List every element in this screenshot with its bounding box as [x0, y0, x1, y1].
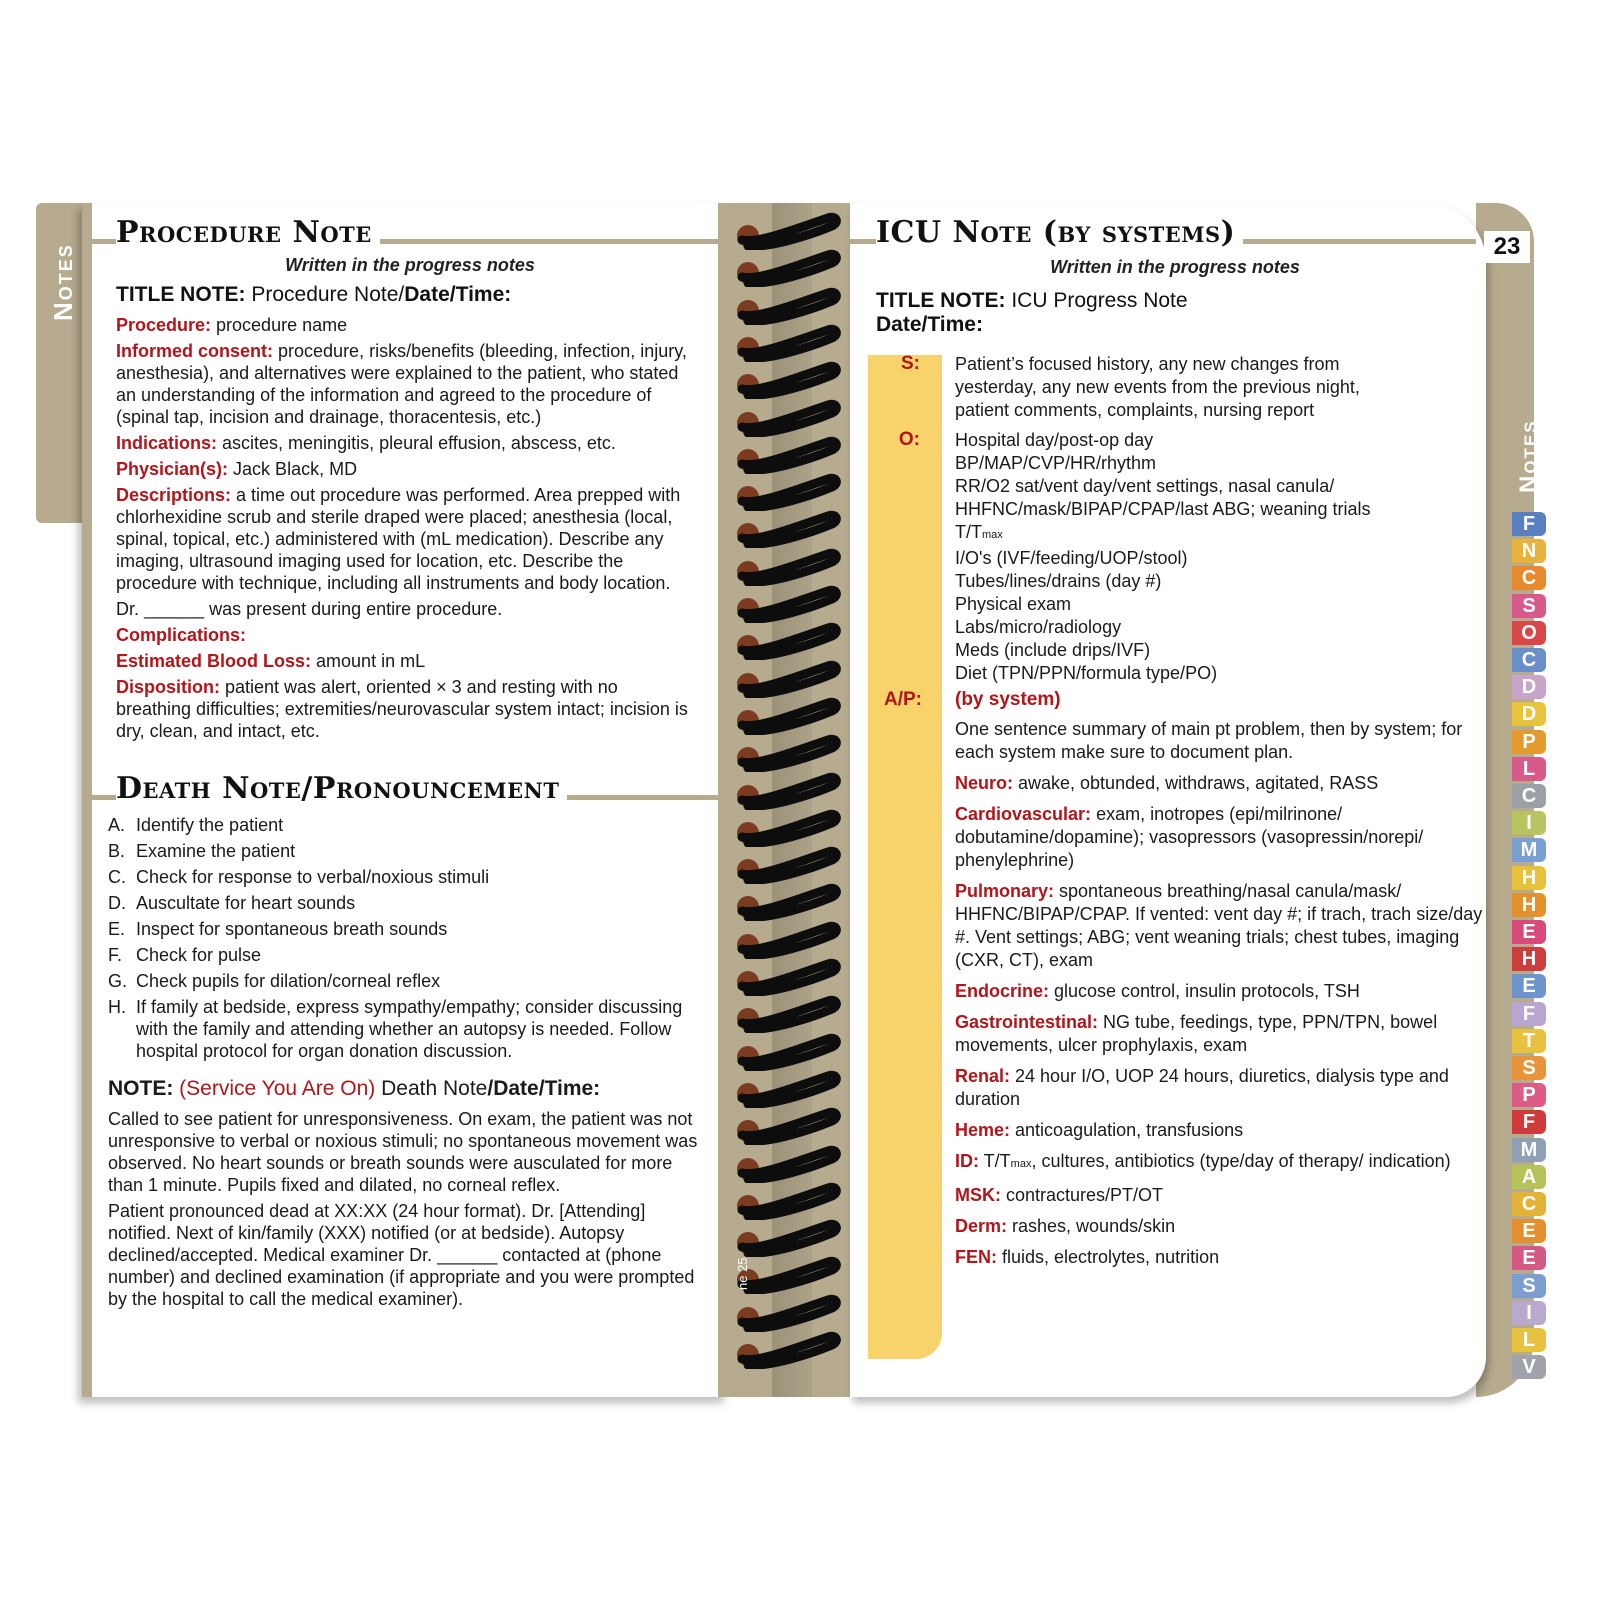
index-tab[interactable]: C [1512, 566, 1546, 590]
step-text: Inspect for spontaneous breath sounds [136, 919, 448, 939]
procedure-entry [116, 432, 696, 454]
procedure-entry [116, 340, 696, 428]
s-label: S: [901, 353, 920, 374]
entry-text: Jack Black, MD [228, 459, 358, 479]
binding-coil [728, 881, 848, 921]
index-tab[interactable]: E [1512, 1246, 1546, 1270]
step-text: Examine the patient [136, 841, 296, 861]
system-entry [955, 772, 1485, 795]
procedure-title-note [116, 283, 511, 307]
death-step [108, 866, 698, 888]
binding-coil [728, 1105, 848, 1145]
step-text: Identify the patient [136, 815, 284, 835]
step-text: Check pupils for dilation/corneal reflex [136, 971, 441, 991]
system-label: Renal: [955, 1066, 1011, 1086]
binding-coil [728, 546, 848, 586]
soap-highlight-band [868, 355, 942, 1359]
step-letter: C. [108, 867, 126, 887]
step-text: If family at bedside, express sympathy/empathy; consider discussing with the family and attending whether an autopsy is needed. Follow hospital protocol for organ donation discussion. [136, 997, 683, 1061]
index-tab-strip [1512, 400, 1548, 1390]
icu-title-note-label: TITLE NOTE: [876, 289, 1006, 312]
step-text: Check for pulse [136, 945, 262, 965]
system-label: Endocrine: [955, 981, 1050, 1001]
page-number: 23 [1484, 231, 1530, 263]
system-label: Gastrointestinal: [955, 1012, 1099, 1032]
binding-coil [728, 1031, 848, 1071]
objective-line: Tubes/lines/drains (day #) [955, 571, 1162, 591]
subscript: max [982, 529, 1003, 541]
index-tab[interactable]: E [1512, 1219, 1546, 1243]
system-label: FEN: [955, 1247, 997, 1267]
system-entry [955, 1184, 1485, 1207]
binding-coil [728, 695, 848, 735]
step-letter: H. [108, 997, 126, 1017]
procedure-entry [116, 650, 696, 672]
index-tab[interactable]: H [1512, 947, 1546, 971]
objective-line: Physical exam [955, 594, 1072, 614]
objective-line: I/O's (IVF/feeding/UOP/stool) [955, 548, 1188, 568]
death-note-date: /Date/Time: [487, 1077, 601, 1100]
system-entry [955, 1246, 1485, 1269]
binding-coil [728, 1068, 848, 1108]
binding-coil [728, 210, 848, 250]
index-tab[interactable]: C [1512, 784, 1546, 808]
index-tab[interactable]: E [1512, 920, 1546, 944]
system-label: Derm: [955, 1216, 1008, 1236]
binding-coil [728, 807, 848, 847]
objective-line: Hospital day/post-op day [955, 430, 1154, 450]
death-note-service: (Service You Are On) [173, 1077, 376, 1100]
binding-coil [728, 658, 848, 698]
system-entry [955, 803, 1485, 872]
system-label: Heme: [955, 1120, 1011, 1140]
system-label: ID: [955, 1151, 979, 1171]
binding-coil [728, 770, 848, 810]
system-text: exam, inotropes (epi/milrinone/ dobutamine/dopamine); vasopressors (vasopressin/norepi/ phenylephrine) [955, 804, 1424, 870]
entry-label: Informed consent: [116, 341, 274, 361]
procedure-entry [116, 676, 696, 742]
index-tab[interactable]: E [1512, 974, 1546, 998]
index-tab[interactable]: N [1512, 539, 1546, 563]
system-text: contractures/PT/OT [1001, 1185, 1164, 1205]
objective-line: Meds (include drips/IVF) [955, 640, 1151, 660]
death-step [108, 840, 698, 862]
index-tab[interactable]: C [1512, 648, 1546, 672]
system-text: awake, obtunded, withdraws, agitated, RASS [1013, 773, 1379, 793]
title-note-date: Date/Time: [404, 283, 512, 306]
system-text-rest: , cultures, antibiotics (type/day of therapy/ indication) [1031, 1151, 1451, 1171]
title-note-value: Procedure Note/ [245, 283, 405, 306]
objective-line: T/Tmax [955, 522, 1003, 542]
step-letter: G. [108, 971, 128, 991]
procedure-entry [116, 314, 696, 336]
system-text: rashes, wounds/skin [1007, 1216, 1176, 1236]
binding-coil [728, 620, 848, 660]
index-tab[interactable]: S [1512, 1056, 1546, 1080]
icu-title-note-date: Date/Time: [876, 313, 983, 336]
system-label: Pulmonary: [955, 881, 1055, 901]
index-tab[interactable]: D [1512, 702, 1546, 726]
entry-text: procedure, risks/benefits (bleeding, infection, injury, anesthesia), and alternatives were explained to the patient, who stated an understanding of the information and agreed to the procedure of (spinal tap, incision and drainage, thoracentesis, etc.) [116, 341, 687, 427]
step-letter: F. [108, 945, 123, 965]
procedure-entry [116, 458, 696, 480]
system-text: fluids, electrolytes, nutrition [997, 1247, 1220, 1267]
binding-coil [728, 956, 848, 996]
death-note-title: Death Note/Pronouncement [116, 771, 567, 806]
objective-line: HHFNC/mask/BIPAP/CPAP/last ABG; weaning trials [955, 499, 1371, 519]
step-letter: A. [108, 815, 126, 835]
binding-coil [728, 732, 848, 772]
entry-label: Estimated Blood Loss: [116, 651, 312, 671]
binding-coil [728, 583, 848, 623]
binding-coil [728, 359, 848, 399]
procedure-entry [116, 624, 696, 646]
step-text: Check for response to verbal/noxious stimuli [136, 867, 490, 887]
objective-line: Diet (TPN/PPN/formula type/PO) [955, 663, 1218, 683]
index-tab[interactable]: S [1512, 1274, 1546, 1298]
objective-text [955, 429, 1475, 685]
death-note-title-line [108, 1077, 600, 1101]
index-tab[interactable]: S [1512, 594, 1546, 618]
system-entry [955, 1150, 1485, 1176]
death-note-label: NOTE: [108, 1077, 174, 1100]
system-text: T/T [979, 1151, 1011, 1171]
binding-coil [728, 993, 848, 1033]
binding-coil [728, 285, 848, 325]
procedure-subtitle: Written in the progress notes [285, 255, 535, 275]
index-tab[interactable]: D [1512, 675, 1546, 699]
system-label: Neuro: [955, 773, 1013, 793]
index-tab[interactable]: P [1512, 730, 1546, 754]
ap-by-system: (by system) [955, 689, 1061, 710]
objective-line: BP/MAP/CVP/HR/rhythm [955, 453, 1157, 473]
index-tab[interactable]: T [1512, 1029, 1546, 1053]
entry-text: Dr. ______ was present during entire procedure. [116, 599, 503, 619]
assessment-plan [955, 718, 1485, 1277]
entry-text: procedure name [211, 315, 348, 335]
system-text: anticoagulation, transfusions [1010, 1120, 1244, 1140]
step-letter: E. [108, 919, 126, 939]
binding-coil [728, 1217, 848, 1257]
spine-page-text: ne 25 [735, 1257, 750, 1290]
binding-coil [728, 1180, 848, 1220]
icu-title-note-value: ICU Progress Note [1005, 289, 1188, 312]
system-text: 24 hour I/O, UOP 24 hours, diuretics, dialysis type and duration [955, 1066, 1449, 1109]
ap-intro: One sentence summary of main pt problem, then by system; for each system make sure to document plan. [955, 719, 1463, 762]
death-step [108, 970, 698, 992]
index-tab[interactable]: F [1512, 1002, 1546, 1026]
system-label: MSK: [955, 1185, 1001, 1205]
notes-index-tab[interactable]: Notes [1515, 419, 1542, 493]
icu-title-note [876, 289, 1188, 337]
index-tab[interactable]: O [1512, 621, 1546, 645]
entry-label: Physician(s): [116, 459, 229, 479]
system-text: glucose control, insulin protocols, TSH [1049, 981, 1360, 1001]
entry-label: Indications: [116, 433, 218, 453]
index-tab[interactable]: L [1512, 757, 1546, 781]
index-tab[interactable]: P [1512, 1083, 1546, 1107]
binding-coil [728, 434, 848, 474]
procedure-entries [116, 314, 696, 746]
entry-text: amount in mL [311, 651, 426, 671]
procedure-note-title: Procedure Note [116, 215, 380, 250]
subjective-text [955, 353, 1475, 422]
step-text: Auscultate for heart sounds [136, 893, 356, 913]
title-note-label: TITLE NOTE: [116, 283, 246, 306]
binding-coil [728, 508, 848, 548]
system-entry [955, 1065, 1485, 1111]
system-text: spontaneous breathing/nasal canula/mask/ HHFNC/BIPAP/CPAP. If vented: vent day #; if trach, trach size/day #. Vent settings; ABG; vent weaning trials; chest tubes, imaging (CXR, CT), exam [955, 881, 1483, 970]
binding-coil [728, 919, 848, 959]
system-entry [955, 1215, 1485, 1238]
binding-coil [728, 1292, 848, 1332]
binding-coil [728, 1143, 848, 1183]
binding-coil [728, 322, 848, 362]
notes-side-tab-label: Notes [48, 243, 78, 321]
system-entry [955, 980, 1485, 1003]
death-step [108, 892, 698, 914]
entry-label: Disposition: [116, 677, 220, 697]
index-tab[interactable]: V [1512, 1355, 1546, 1379]
index-tab[interactable]: I [1512, 811, 1546, 835]
entry-text: a time out procedure was performed. Area prepped with chlorhexidine scrub and sterile draped were placed; anesthesia (local, spinal, topical, etc.) administered with (mL medication). Describe any imaging, ultrasound imaging used for location, etc. Describe the procedure with technique, including all instruments and body location. [116, 485, 681, 593]
o-label: O: [898, 429, 920, 450]
objective-line: RR/O2 sat/vent day/vent settings, nasal canula/ [955, 476, 1335, 496]
index-tab[interactable]: F [1512, 1110, 1546, 1134]
entry-text: patient was alert, oriented × 3 and resting with no breathing difficulties; extremities/neurovascular system intact; incision is dry, clean, and intact, etc. [116, 677, 688, 741]
death-step [108, 944, 698, 966]
system-entry [955, 1011, 1485, 1057]
death-step [108, 996, 698, 1062]
index-tab[interactable]: I [1512, 1301, 1546, 1325]
procedure-entry [116, 598, 696, 620]
procedure-entry [116, 484, 696, 594]
index-tab[interactable]: C [1512, 1192, 1546, 1216]
subjective-line: yesterday, any new events from the previous night, [955, 377, 1360, 397]
entry-label: Descriptions: [116, 485, 232, 505]
index-tab[interactable]: H [1512, 866, 1546, 890]
binding-coil [728, 397, 848, 437]
subscript: max [1010, 1158, 1032, 1170]
death-step [108, 918, 698, 940]
system-label: Cardiovascular: [955, 804, 1092, 824]
entry-label: Complications: [116, 625, 247, 645]
icu-subtitle: Written in the progress notes [1050, 257, 1300, 277]
binding-coil [728, 471, 848, 511]
binding-coil [728, 247, 848, 287]
index-tab[interactable]: M [1512, 838, 1546, 862]
objective-line: Labs/micro/radiology [955, 617, 1122, 637]
step-letter: D. [108, 893, 126, 913]
death-paragraph: Called to see patient for unresponsiveness. On exam, the patient was not unresponsive to verbal or noxious stimuli; no spontaneous movement was observed. No heart sounds or breath sounds were ausculated for more than 1 minute. Pupils fixed and dilated, no corneal reflex. [108, 1109, 698, 1195]
index-tab[interactable]: A [1512, 1165, 1546, 1189]
entry-label: Procedure: [116, 315, 212, 335]
index-tab[interactable]: F [1512, 512, 1546, 536]
death-note-text: Death Note [375, 1077, 488, 1100]
binding-coil [728, 1329, 848, 1369]
step-letter: B. [108, 841, 126, 861]
index-tab[interactable]: H [1512, 893, 1546, 917]
system-entry [955, 880, 1485, 972]
binding-coil [728, 844, 848, 884]
system-text: NG tube, feedings, type, PPN/TPN, bowel movements, ulcer prophylaxis, exam [955, 1012, 1438, 1055]
system-entry [955, 1119, 1485, 1142]
icu-note-title: ICU Note (by systems) [876, 215, 1243, 250]
ap-label: A/P: [884, 689, 922, 710]
death-note-paragraphs [108, 1108, 698, 1314]
death-paragraph: Patient pronounced dead at XX:XX (24 hour format). Dr. [Attending] notified. Next of kin/family (XXX) notified (or at bedside). Autopsy declined/accepted. Medical examiner Dr. ______ contacted at (phone number) and declined examination (if appropriate and you were prompted by the hospital to call the medical examiner). [108, 1201, 695, 1309]
subjective-line: patient comments, complaints, nursing report [955, 400, 1315, 420]
index-tab[interactable]: M [1512, 1138, 1546, 1162]
death-step [108, 814, 698, 836]
subjective-line: Patient’s focused history, any new changes from [955, 354, 1340, 374]
death-steps-list [108, 814, 698, 1066]
index-tab[interactable]: L [1512, 1328, 1546, 1352]
entry-text: ascites, meningitis, pleural effusion, abscess, etc. [217, 433, 616, 453]
